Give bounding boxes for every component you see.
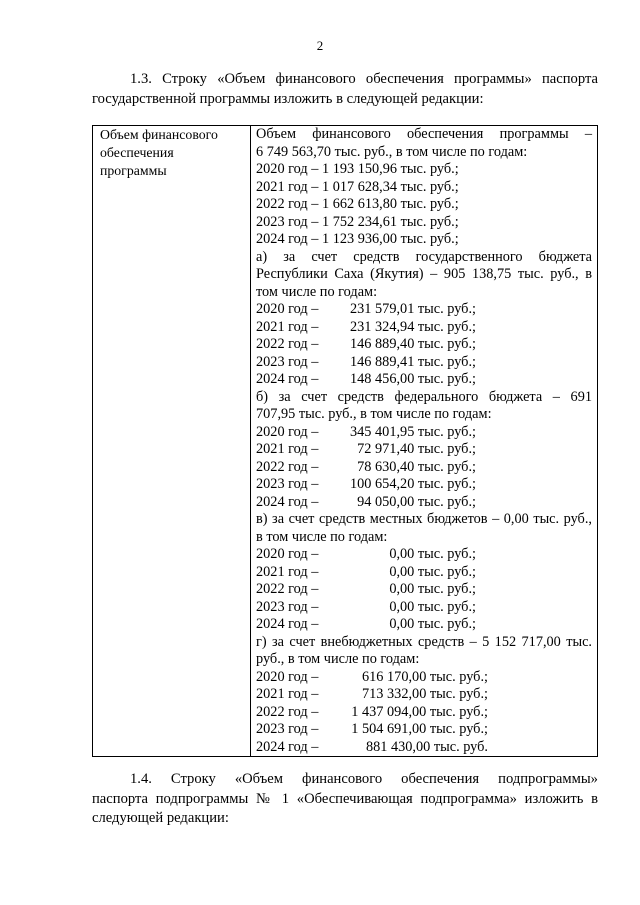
- total-year-line: 2020 год – 1 193 150,96 тыс. руб.;: [256, 161, 459, 177]
- state-year-line: [256, 319, 592, 337]
- state-budget-line: том числе по годам:: [256, 283, 378, 300]
- federal-year-line: [256, 476, 592, 494]
- federal-budget-line: 707,95 тыс. руб., в том числе по годам:: [256, 406, 492, 422]
- year-amount: 0,00 тыс. руб.;: [389, 581, 476, 597]
- state-year-line: [256, 354, 592, 372]
- local-year-line: [256, 546, 592, 564]
- year-label: 2023 год –: [256, 476, 319, 492]
- extra-year-line: [256, 669, 592, 687]
- state-budget-line: а) за счет средств государственного бюджета: [256, 248, 592, 265]
- total-year-line: 2024 год – 1 123 936,00 тыс. руб.;: [256, 231, 459, 247]
- state-budget-line: Республики Саха (Якутия) – 905 138,75 тыс. руб., в: [256, 266, 592, 282]
- local-year-line: [256, 564, 592, 582]
- section-1-3-paragraph: [92, 70, 598, 109]
- total-funding-line: 6 749 563,70 тыс. руб., в том числе по годам:: [256, 143, 528, 160]
- funding-label-cell: [93, 126, 251, 757]
- state-year-line: [256, 371, 592, 389]
- section-1-4-line-2: паспорта подпрограммы № 1 «Обеспечивающая подпрограмма» изложить в: [92, 790, 598, 807]
- year-label: 2024 год –: [256, 738, 319, 755]
- year-label: 2022 год –: [256, 336, 319, 352]
- year-label: 2023 год –: [256, 598, 319, 615]
- extra-year-line: [256, 704, 592, 722]
- local-year-line: [256, 599, 592, 617]
- year-label: 2022 год –: [256, 581, 319, 597]
- year-amount: 72 971,40 тыс. руб.;: [357, 441, 476, 457]
- total-year-line: 2022 год – 1 662 613,80 тыс. руб.;: [256, 196, 459, 212]
- funding-table: [92, 125, 598, 757]
- year-amount: 94 050,00 тыс. руб.;: [357, 493, 476, 510]
- year-amount: 78 630,40 тыс. руб.;: [357, 458, 476, 475]
- federal-year-line: [256, 424, 592, 442]
- state-year-line: [256, 301, 592, 319]
- year-amount: 616 170,00 тыс. руб.;: [362, 668, 488, 685]
- year-label: 2024 год –: [256, 616, 319, 632]
- extra-budget-line: г) за счет внебюджетных средств – 5 152 717,00 тыс.: [256, 633, 592, 650]
- federal-year-line: [256, 441, 592, 459]
- section-1-4-paragraph: [92, 770, 598, 829]
- year-label: 2020 год –: [256, 301, 319, 317]
- year-label: 2020 год –: [256, 546, 319, 562]
- year-amount: 0,00 тыс. руб.;: [389, 563, 476, 580]
- year-amount: 146 889,41 тыс. руб.;: [350, 353, 476, 370]
- local-year-line: [256, 581, 592, 599]
- year-amount: 345 401,95 тыс. руб.;: [350, 423, 476, 440]
- total-funding-line: Объем финансового обеспечения программы –: [256, 126, 592, 142]
- local-year-line: [256, 616, 592, 634]
- section-1-4-line-1: 1.4. Строку «Объем финансового обеспечения подпрограммы»: [130, 771, 598, 787]
- year-label: 2021 год –: [256, 318, 319, 335]
- year-amount: 1 437 094,00 тыс. руб.;: [351, 703, 488, 720]
- section-1-4-number: 1.4.: [130, 771, 152, 787]
- year-label: 2024 год –: [256, 493, 319, 510]
- year-amount: 148 456,00 тыс. руб.;: [350, 371, 476, 387]
- funding-label-line: обеспечения: [100, 145, 174, 160]
- year-label: 2020 год –: [256, 423, 319, 440]
- section-1-3-line-1: 1.3. Строку «Объем финансового обеспечения программы» паспорта: [130, 71, 598, 87]
- extra-year-line: [256, 686, 592, 704]
- page-number: 2: [316, 38, 324, 53]
- year-amount: 881 430,00 тыс. руб.: [365, 738, 488, 755]
- extra-year-line: [256, 721, 592, 739]
- year-amount: 713 332,00 тыс. руб.;: [362, 686, 488, 702]
- funding-label-line: Объем финансового: [100, 127, 218, 142]
- state-year-line: [256, 336, 592, 354]
- year-amount: 1 504 691,00 тыс. руб.;: [351, 721, 488, 737]
- section-1-3-number: 1.3.: [130, 71, 152, 87]
- year-label: 2023 год –: [256, 353, 319, 370]
- year-label: 2020 год –: [256, 668, 319, 685]
- year-amount: 231 579,01 тыс. руб.;: [350, 301, 476, 317]
- year-amount: 146 889,40 тыс. руб.;: [350, 336, 476, 352]
- funding-table-row: [93, 126, 598, 757]
- year-label: 2022 год –: [256, 458, 319, 475]
- total-year-line: 2021 год – 1 017 628,34 тыс. руб.;: [256, 178, 459, 195]
- section-1-3-line-2: государственной программы изложить в следующей редакции:: [92, 90, 484, 107]
- funding-label-line: программы: [100, 163, 167, 178]
- year-amount: 231 324,94 тыс. руб.;: [350, 318, 476, 335]
- section-1-4-line-3: следующей редакции:: [92, 810, 229, 827]
- year-amount: 100 654,20 тыс. руб.;: [350, 476, 476, 492]
- extra-budget-line: руб., в том числе по годам:: [256, 651, 420, 667]
- year-amount: 0,00 тыс. руб.;: [389, 546, 476, 562]
- year-label: 2021 год –: [256, 686, 319, 702]
- year-label: 2021 год –: [256, 441, 319, 457]
- federal-year-line: [256, 494, 592, 512]
- year-label: 2023 год –: [256, 721, 319, 737]
- extra-year-line: [256, 739, 592, 757]
- year-amount: 0,00 тыс. руб.;: [389, 616, 476, 632]
- year-label: 2024 год –: [256, 371, 319, 387]
- federal-budget-line: б) за счет средств федерального бюджета – 691: [256, 388, 592, 405]
- federal-year-line: [256, 459, 592, 477]
- local-budget-line: в) за счет средств местных бюджетов – 0,00 тыс. руб.,: [256, 511, 592, 527]
- local-budget-line: в том числе по годам:: [256, 528, 388, 545]
- funding-value-cell: [251, 126, 598, 757]
- total-year-line: 2023 год – 1 752 234,61 тыс. руб.;: [256, 213, 459, 230]
- year-amount: 0,00 тыс. руб.;: [389, 598, 476, 615]
- year-label: 2022 год –: [256, 703, 319, 720]
- year-label: 2021 год –: [256, 563, 319, 580]
